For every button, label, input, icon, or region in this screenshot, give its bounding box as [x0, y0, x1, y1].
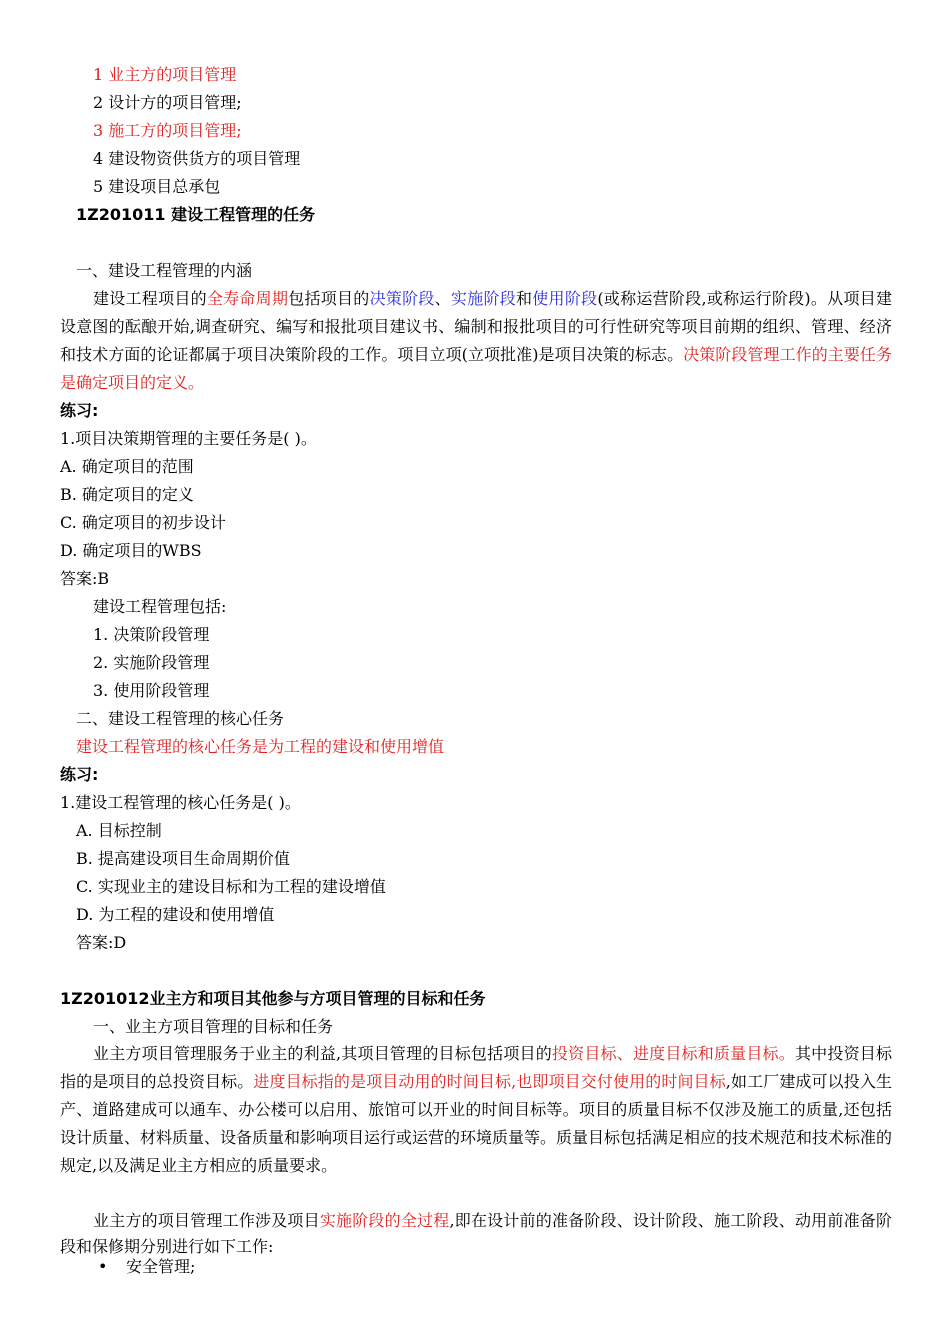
text-run: 业主方项目管理服务于业主的利益,其项目管理的目标包括项目的: [93, 1044, 552, 1063]
list-item: 2. 实施阶段管理: [93, 653, 210, 672]
text-run: (或称运营阶段,或称运行阶段)。从项目建设意图的酝酿开始,调查研究、编写和报批项目建议书、编制和报批项目的可行性研究等项目前期的组织、管理、经济和技术方面的论证都属于项目决策阶段的工作。项目立项(立项批准)是项目决策的标志。: [60, 289, 892, 364]
text-run: 包括项目的: [288, 289, 370, 308]
key-point: 建设工程管理的核心任务是为工程的建设和使用增值: [76, 737, 445, 756]
option: B. 确定项目的定义: [60, 485, 194, 504]
list-label: 建设工程管理包括:: [93, 597, 227, 616]
option: C. 实现业主的建设目标和为工程的建设增值: [76, 877, 386, 896]
practice-label: 练习:: [60, 765, 99, 784]
list-item: 3. 使用阶段管理: [93, 681, 210, 700]
subheading: 二、建设工程管理的核心任务: [76, 709, 285, 728]
section-heading: 1Z201012业主方和项目其他参与方项目管理的目标和任务: [60, 989, 486, 1008]
option: D. 为工程的建设和使用增值: [76, 905, 275, 924]
highlight: 决策阶段: [369, 289, 435, 308]
subheading: 一、业主方项目管理的目标和任务: [93, 1017, 334, 1036]
section-heading: 1Z201011 建设工程管理的任务: [76, 205, 316, 224]
text-run: ,即在设计前的准备阶段、设计阶段、施工阶段、动用前准备阶段和保修期分别进行如下工作:: [60, 1211, 892, 1256]
bullet-item: [98, 1256, 195, 1278]
list-item: 5 建设项目总承包: [93, 177, 221, 196]
bullet-icon: •: [98, 1257, 108, 1276]
paragraph: [60, 1208, 892, 1260]
highlight: 使用阶段: [532, 289, 598, 308]
option: A. 目标控制: [76, 821, 162, 840]
practice-label: 练习:: [60, 401, 99, 420]
option: D. 确定项目的WBS: [60, 541, 202, 560]
text-run: ,如工厂建成可以投入生产、道路建成可以通车、办公楼可以启用、旅馆可以开业的时间目标等。项目的质量目标不仅涉及施工的质量,还包括设计质量、材料质量、设备质量和影响项目运行或运营的环境质量等。质量目标包括满足相应的技术规范和技术标准的规定,以及满足业主方相应的质量要求。: [60, 1072, 893, 1175]
option: B. 提高建设项目生命周期价值: [76, 849, 290, 868]
text-run: 、: [434, 289, 451, 308]
answer: 答案:B: [60, 569, 110, 588]
bullet-text: 安全管理;: [126, 1257, 196, 1276]
highlight: 全寿命周期: [206, 289, 289, 308]
text-run: 建设工程项目的: [93, 289, 207, 308]
text-run: 其中投资目标指的是项目的总投资目标。: [60, 1044, 892, 1091]
option: A. 确定项目的范围: [60, 457, 194, 476]
list-item: 4 建设物资供货方的项目管理: [93, 149, 301, 168]
highlight: 投资目标、进度目标和质量目标。: [551, 1044, 795, 1063]
list-item: 2 设计方的项目管理;: [93, 93, 242, 112]
question: 1.项目决策期管理的主要任务是( )。: [60, 429, 317, 448]
subheading: 一、建设工程管理的内涵: [76, 261, 253, 280]
highlight: 实施阶段的全过程: [319, 1211, 450, 1230]
list-item: 1. 决策阶段管理: [93, 625, 210, 644]
highlight: 实施阶段: [450, 289, 516, 308]
paragraph: [60, 1040, 892, 1180]
paragraph: [60, 285, 892, 397]
text-run: 和: [516, 289, 533, 308]
question: 1.建设工程管理的核心任务是( )。: [60, 793, 301, 812]
highlight: 进度目标指的是项目动用的时间目标,也即项目交付使用的时间目标: [253, 1072, 726, 1091]
text-run: 业主方的项目管理工作涉及项目: [93, 1211, 320, 1230]
list-item: 3 施工方的项目管理;: [93, 121, 242, 140]
answer: 答案:D: [76, 933, 127, 952]
highlight: 决策阶段管理工作的主要任务是确定项目的定义。: [60, 345, 892, 392]
option: C. 确定项目的初步设计: [60, 513, 226, 532]
list-item: 1 业主方的项目管理: [93, 65, 237, 84]
